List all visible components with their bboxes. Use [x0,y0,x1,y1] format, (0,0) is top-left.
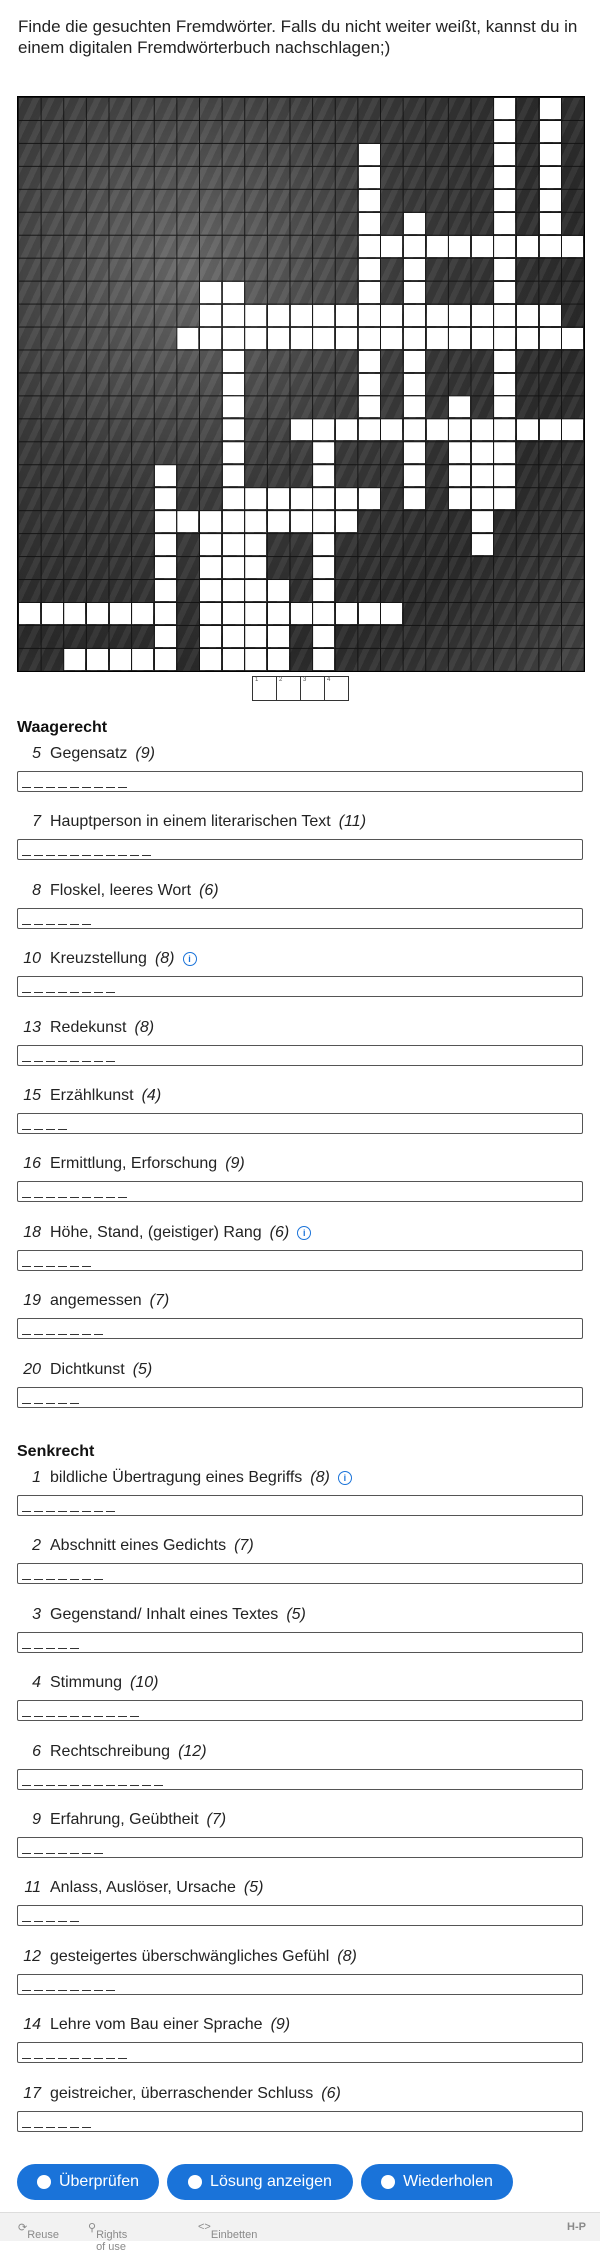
letter-slot [34,1129,43,1130]
letter-slot [34,1648,43,1649]
clue-length: (10) [130,1674,159,1692]
answer-input[interactable] [17,1387,583,1408]
clue-text: Erzählkunst [50,1087,134,1104]
clue-item [17,1290,583,1312]
letter-slot [34,787,43,788]
answer-input[interactable] [17,839,583,860]
clue-text: geistreicher, überraschender Schluss [50,2084,314,2102]
clue-text: gesteigertes überschwängliches Gefühl [50,1947,330,1965]
letter-slot [94,855,103,856]
clue-length: (12) [178,1742,207,1760]
clue-length: (5) [243,1879,264,1897]
letter-slot [22,1511,31,1512]
letter-slot [70,1921,79,1922]
clue-length: (5) [286,1605,306,1623]
letter-slot [46,1129,55,1130]
answer-input[interactable] [17,908,583,929]
letter-slot [58,1334,67,1335]
info-icon[interactable]: i [338,1471,352,1485]
letter-slot [46,1511,55,1512]
grid-lines [18,97,584,671]
letter-slot [82,1266,91,1267]
letter-slot [130,855,139,856]
letter-slot [70,787,79,788]
letter-slot [58,1716,67,1717]
letter-slot [94,787,103,788]
letter-slot [46,1334,55,1335]
letter-slot [34,992,43,993]
letter-slot [58,1266,67,1267]
letter-slot [46,1266,55,1267]
clue-number: 15 [23,1087,41,1104]
show-solution-button[interactable]: Lösung anzeigen [167,2164,353,2200]
letter-slot [106,787,115,788]
letter-slot [118,1197,127,1198]
letter-slot [106,1061,115,1062]
letter-slot [58,992,67,993]
letter-slot [22,992,31,993]
answer-input[interactable] [17,1563,583,1584]
letter-slot [94,992,103,993]
check-button[interactable]: Überprüfen [17,2164,159,2200]
letter-slot [22,1921,31,1922]
letter-slot [22,1853,31,1854]
letter-slot [34,1197,43,1198]
clue-text: Stimmung [50,1674,123,1692]
clue-length: (7) [206,1811,227,1828]
letter-slot [22,1061,31,1062]
clue-item [17,1017,583,1039]
letter-slot [58,1579,67,1580]
clue-text: Redekunst [50,1018,127,1036]
clue-item [17,1809,583,1831]
answer-input[interactable] [17,1769,583,1790]
letter-slot [70,1716,79,1717]
answer-input[interactable] [17,1837,583,1858]
answer-input[interactable] [17,1974,583,1995]
answer-input[interactable] [17,976,583,997]
letter-slot [34,1403,43,1404]
check-circle-icon [37,2175,51,2189]
letter-slot [94,1197,103,1198]
reuse-link[interactable]: ⟳ Reuse [18,2222,60,2241]
clue-number: 18 [23,1223,41,1241]
letter-slot [46,1403,55,1404]
embed-link[interactable]: <> Einbetten [198,2221,258,2241]
letter-slot [46,1853,55,1854]
letter-slot [130,1785,139,1786]
letter-slot [106,2058,115,2059]
clue-length: (4) [141,1087,162,1104]
clue-length: (8) [337,1947,357,1965]
letter-slot [46,924,55,925]
letter-slot [154,1785,163,1786]
letter-slot [34,855,43,856]
letter-slot [70,1990,79,1991]
clue-length: (6) [269,1223,290,1241]
letter-slot [58,1061,67,1062]
letter-slot [34,2058,43,2059]
clue-number: 4 [32,1674,41,1692]
letter-slot [22,1785,31,1786]
solution-box: 3 [301,677,325,700]
letter-slot [34,2127,43,2128]
letter-slot [70,1579,79,1580]
letter-slot [70,1197,79,1198]
clue-length: (5) [132,1360,153,1378]
letter-slot [22,1334,31,1335]
clue-number: 6 [32,1742,41,1760]
answer-input[interactable] [17,1045,583,1066]
clue-item [17,811,583,833]
letter-slot [82,1334,91,1335]
solution-word-boxes [252,676,349,701]
solution-box: 4 [327,677,331,683]
letter-slot [22,1990,31,1991]
clue-length: (8) [154,950,175,968]
letter-slot [22,2127,31,2128]
letter-slot [46,1785,55,1786]
letter-slot [46,1648,55,1649]
letter-slot [58,1129,67,1130]
clue-length: (8) [134,1018,155,1036]
clue-number: 8 [32,881,41,899]
letter-slot [70,1648,79,1649]
letter-slot [118,855,127,856]
letter-slot [82,855,91,856]
letter-slot [94,1061,103,1062]
letter-slot [34,1853,43,1854]
answer-input[interactable] [17,1905,583,1926]
letter-slot [22,1403,31,1404]
letter-slot [34,1579,43,1580]
letter-slot [46,1716,55,1717]
clue-number: 14 [23,2016,41,2034]
h5p-logo: H-P [567,2221,586,2233]
clue-number: 12 [23,1947,41,1965]
clue-text: Gegensatz [50,745,128,762]
answer-input[interactable] [17,2042,583,2063]
letter-slot [70,1403,79,1404]
letter-slot [58,2058,67,2059]
letter-slot [58,1197,67,1198]
letter-slot [34,1266,43,1267]
clue-text: angemessen [50,1292,142,1310]
letter-slot [34,1921,43,1922]
clue-text: Höhe, Stand, (geistiger) Rang [50,1223,262,1241]
letter-slot [70,1785,79,1786]
clue-length: (11) [338,813,367,831]
clue-item [17,1604,583,1626]
clue-text: Rechtschreibung [50,1742,171,1760]
clue-length: (6) [199,881,219,899]
answer-input[interactable] [17,1495,583,1516]
letter-slot [142,1785,151,1786]
letter-slot [82,992,91,993]
letter-slot [58,1853,67,1854]
letter-slot [70,924,79,925]
clue-item [17,1085,583,1107]
letter-slot [46,1921,55,1922]
clue-number: 17 [23,2084,41,2102]
letter-slot [34,1990,43,1991]
answer-input[interactable] [17,1181,583,1202]
down-heading: Senkrecht [17,1443,95,1460]
letter-slot [94,1853,103,1854]
clue-text: Ermittlung, Erforschung [50,1155,218,1173]
letter-slot [34,1511,43,1512]
rights-of-use-link[interactable]: ⚲ Rights of use [88,2222,128,2253]
clue-text: Floskel, leeres Wort [50,881,192,899]
letter-slot [46,855,55,856]
clue-text: Anlass, Auslöser, Ursache [50,1879,236,1897]
letter-slot [106,1716,115,1717]
letter-slot [22,1648,31,1649]
clue-item [17,1672,583,1694]
clue-text: Hauptperson in einem literarischen Text [50,813,331,831]
letter-slot [22,1197,31,1198]
clue-item [17,948,583,970]
letter-slot [46,1579,55,1580]
letter-slot [22,787,31,788]
letter-slot [70,992,79,993]
clue-number: 11 [24,1879,41,1897]
answer-input[interactable] [17,1700,583,1721]
letter-slot [22,1266,31,1267]
clue-number: 7 [32,813,41,831]
letter-slot [46,1061,55,1062]
letter-slot [106,1511,115,1512]
letter-slot [46,1197,55,1198]
clue-number: 13 [23,1018,41,1036]
clue-item [17,2083,583,2105]
answer-input[interactable] [17,1632,583,1653]
letter-slot [46,2058,55,2059]
clue-item [17,1467,583,1489]
letter-slot [34,1716,43,1717]
letter-slot [106,855,115,856]
crossword-grid[interactable] [17,96,585,672]
letter-slot [82,1785,91,1786]
footer-bar [0,2212,600,2253]
letter-slot [106,1990,115,1991]
clue-number: 10 [23,950,41,968]
clue-length: (7) [149,1292,170,1310]
info-icon[interactable]: i [183,952,197,966]
letter-slot [142,855,151,856]
across-heading: Waagerecht [17,719,108,736]
letter-slot [94,2058,103,2059]
letter-slot [46,992,55,993]
answer-input[interactable] [17,1318,583,1339]
answer-input[interactable] [17,1113,583,1134]
info-icon[interactable]: i [297,1226,311,1240]
clue-item [17,880,583,902]
answer-input[interactable] [17,2111,583,2132]
letter-slot [22,1716,31,1717]
letter-slot [118,1716,127,1717]
letter-slot [82,1061,91,1062]
letter-slot [106,1197,115,1198]
answer-input[interactable] [17,771,583,792]
clue-text: Dichtkunst [50,1360,125,1378]
letter-slot [58,1785,67,1786]
letter-slot [94,1334,103,1335]
task-instructions: Finde die gesuchten Fremdwörter. Falls du nicht weiter weißt, kannst du in einem digitalen Fremdwörterbuch nachschlagen;) [18,17,578,57]
letter-slot [94,1716,103,1717]
letter-slot [94,1579,103,1580]
letter-slot [22,1129,31,1130]
clue-number: 19 [23,1292,41,1310]
letter-slot [22,2058,31,2059]
clue-text: Kreuzstellung [50,950,147,968]
letter-slot [70,1511,79,1512]
letter-slot [22,855,31,856]
clue-item [17,1222,583,1244]
letter-slot [70,855,79,856]
clue-item [17,1877,583,1899]
letter-slot [70,2058,79,2059]
letter-slot [118,787,127,788]
letter-slot [118,1785,127,1786]
letter-slot [58,924,67,925]
letter-slot [46,2127,55,2128]
clue-text: Abschnitt eines Gedichts [50,1537,227,1555]
letter-slot [34,1334,43,1335]
retry-button[interactable]: Wiederholen [361,2164,513,2200]
letter-slot [106,1785,115,1786]
letter-slot [58,1511,67,1512]
letter-slot [58,1403,67,1404]
letter-slot [22,924,31,925]
clue-length: (9) [225,1155,245,1173]
letter-slot [58,1921,67,1922]
clue-number: 9 [32,1811,41,1828]
clue-number: 20 [23,1360,41,1378]
clue-text: Lehre vom Bau einer Sprache [50,2016,263,2034]
letter-slot [94,1511,103,1512]
clue-length: (9) [135,745,155,762]
clue-item [17,1153,583,1175]
solution-box: 2 [277,677,301,700]
letter-slot [34,924,43,925]
letter-slot [58,1648,67,1649]
letter-slot [58,1990,67,1991]
letter-slot [46,787,55,788]
clue-text: Erfahrung, Geübtheit [50,1811,199,1828]
answer-input[interactable] [17,1250,583,1271]
letter-slot [70,1266,79,1267]
clue-number: 2 [32,1537,41,1555]
letter-slot [82,1853,91,1854]
letter-slot [70,2127,79,2128]
clue-number: 1 [32,1469,41,1486]
clue-number: 3 [32,1605,41,1623]
letter-slot [82,787,91,788]
letter-slot [82,924,91,925]
clue-text: bildliche Übertragung eines Begriffs [50,1469,303,1486]
letter-slot [82,1579,91,1580]
clue-item [17,1741,583,1763]
clue-text: Gegenstand/ Inhalt eines Textes [50,1605,279,1623]
letter-slot [130,1716,139,1717]
letter-slot [58,787,67,788]
letter-slot [82,1511,91,1512]
eye-icon [188,2175,202,2189]
letter-slot [94,1785,103,1786]
letter-slot [94,1990,103,1991]
clue-number: 16 [23,1155,41,1173]
clue-number: 5 [32,745,41,762]
letter-slot [22,1579,31,1580]
letter-slot [70,1853,79,1854]
letter-slot [70,1061,79,1062]
letter-slot [82,2058,91,2059]
letter-slot [82,2127,91,2128]
letter-slot [106,992,115,993]
solution-box: 1 [253,677,277,700]
letter-slot [58,2127,67,2128]
clue-item [17,1535,583,1557]
letter-slot [34,1785,43,1786]
clue-length: (7) [234,1537,254,1555]
clue-item [17,1946,583,1968]
letter-slot [34,1061,43,1062]
retry-icon [381,2175,395,2189]
clue-length: (9) [270,2016,291,2034]
letter-slot [58,855,67,856]
clue-item [17,1359,583,1381]
clue-item [17,2014,583,2036]
letter-slot [82,1990,91,1991]
letter-slot [82,1197,91,1198]
letter-slot [118,2058,127,2059]
clue-length: (6) [321,2084,341,2102]
clue-item [17,743,583,765]
letter-slot [70,1334,79,1335]
letter-slot [46,1990,55,1991]
letter-slot [82,1716,91,1717]
clue-length: (8) [310,1469,330,1486]
